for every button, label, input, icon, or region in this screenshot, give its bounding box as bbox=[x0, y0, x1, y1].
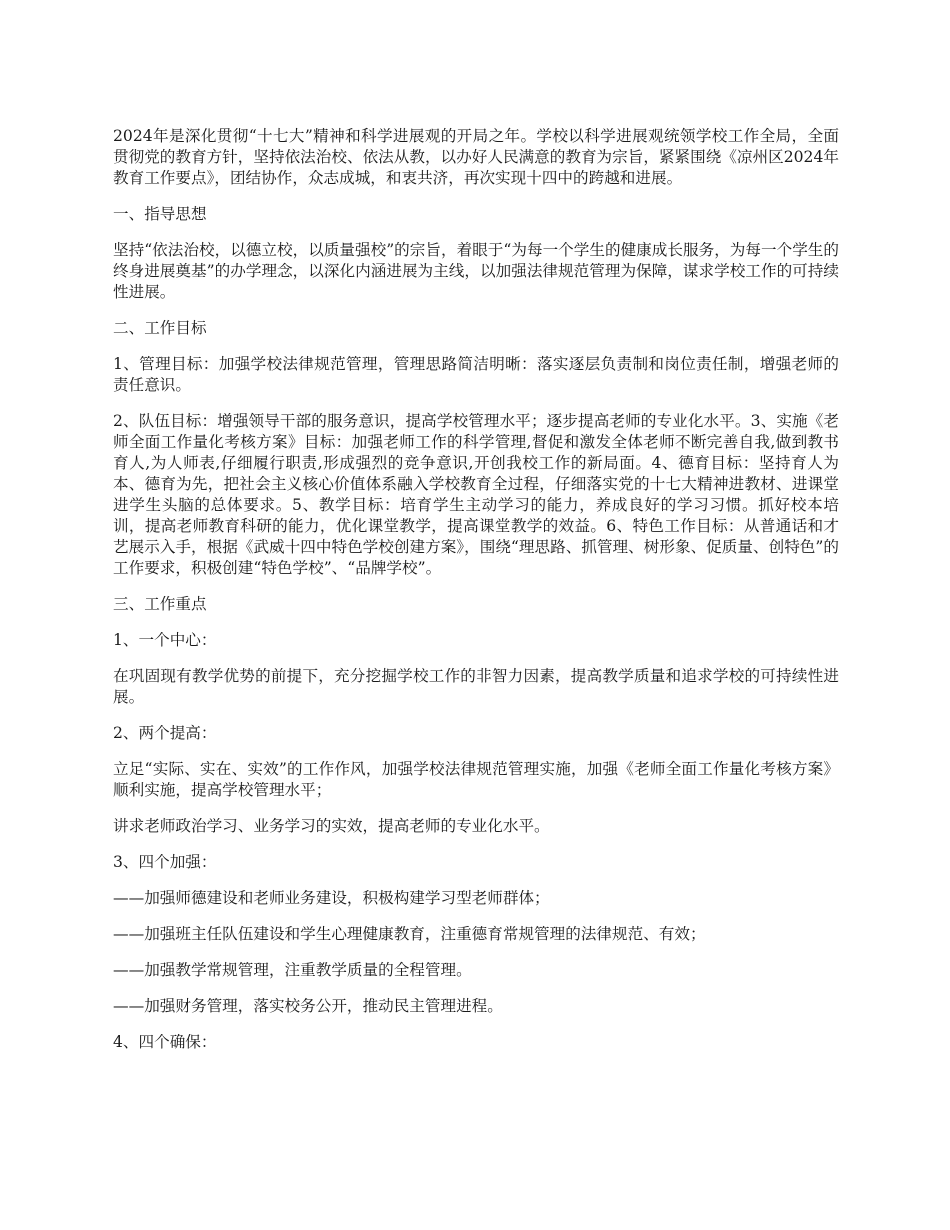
goal-team-paragraph: 2、队伍目标：增强领导干部的服务意识，提高学校管理水平；逐步提高老师的专业化水平。3、实施《老师全面工作量化考核方案》目标：加强老师工作的科学管理,督促和激发全体老师不断完善自我,做到教书育人,为人师表,仔细履行职责,形成强烈的竞争意识,开创我校工作的新局面。4、德育目标：坚持育人为本、德育为先，把社会主义核心价值体系融入学校教育全过程，仔细落实党的十七大精神进教材、进课堂进学生头脑的总体要求。5、教学目标：培育学生主动学习的能力，养成良好的学习习惯。抓好校本培训，提高老师教育科研的能力，优化课堂教学，提高课堂教学的效益。6、特色工作目标：从普通话和才艺展示入手，根据《武威十四中特色学校创建方案》，围绕“理思路、抓管理、树形象、促质量、创特色”的工作要求，积极创建“特色学校”、“品牌学校”。 bbox=[113, 412, 839, 577]
subheading-four-strengthenings: 3、四个加强： bbox=[113, 853, 217, 871]
intro-paragraph: 2024年是深化贯彻“十七大”精神和科学进展观的开局之年。学校以科学进展观统领学校工作全局，全面贯彻党的教育方针，坚持依法治校、依法从教，以办好人民满意的教育为宗旨，紧紧围绕《凉州区2024年教育工作要点》，团结协作，众志成城，和衷共济，再次实现十四中的跨越和进展。 bbox=[113, 127, 839, 187]
strengthening-item-1: ——加强师德建设和老师业务建设，积极构建学习型老师群体； bbox=[113, 889, 550, 907]
one-center-paragraph: 在巩固现有教学优势的前提下，充分挖掘学校工作的非智力因素，提高教学质量和追求学校的可持续性进展。 bbox=[113, 667, 839, 706]
section-heading-guiding-ideology: 一、指导思想 bbox=[113, 205, 207, 223]
section-heading-work-focus: 三、工作重点 bbox=[113, 595, 207, 613]
two-improvements-paragraph-2: 讲求老师政治学习、业务学习的实效，提高老师的专业化水平。 bbox=[113, 817, 550, 835]
guiding-ideology-paragraph: 坚持“依法治校，以德立校，以质量强校”的宗旨，着眼于“为每一个学生的健康成长服务，为每一个学生的终身进展奠基”的办学理念，以深化内涵进展为主线，以加强法律规范管理为保障，谋求学校工作的可持续性进展。 bbox=[113, 241, 839, 301]
section-heading-work-goals: 二、工作目标 bbox=[113, 319, 207, 337]
subheading-one-center: 1、一个中心： bbox=[113, 631, 217, 649]
strengthening-item-3: ——加强教学常规管理，注重教学质量的全程管理。 bbox=[113, 961, 472, 979]
goal-management-paragraph: 1、管理目标：加强学校法律规范管理，管理思路简洁明晰：落实逐层负责制和岗位责任制，增强老师的责任意识。 bbox=[113, 355, 839, 394]
document-body bbox=[113, 126, 839, 1068]
strengthening-item-2: ——加强班主任队伍建设和学生心理健康教育，注重德育常规管理的法律规范、有效； bbox=[113, 925, 706, 943]
subheading-four-guarantees: 4、四个确保： bbox=[113, 1033, 217, 1051]
two-improvements-paragraph-1: 立足“实际、实在、实效”的工作作风，加强学校法律规范管理实施，加强《老师全面工作量化考核方案》顺利实施，提高学校管理水平； bbox=[113, 760, 839, 799]
subheading-two-improvements: 2、两个提高： bbox=[113, 724, 217, 742]
strengthening-item-4: ——加强财务管理，落实校务公开，推动民主管理进程。 bbox=[113, 997, 503, 1015]
